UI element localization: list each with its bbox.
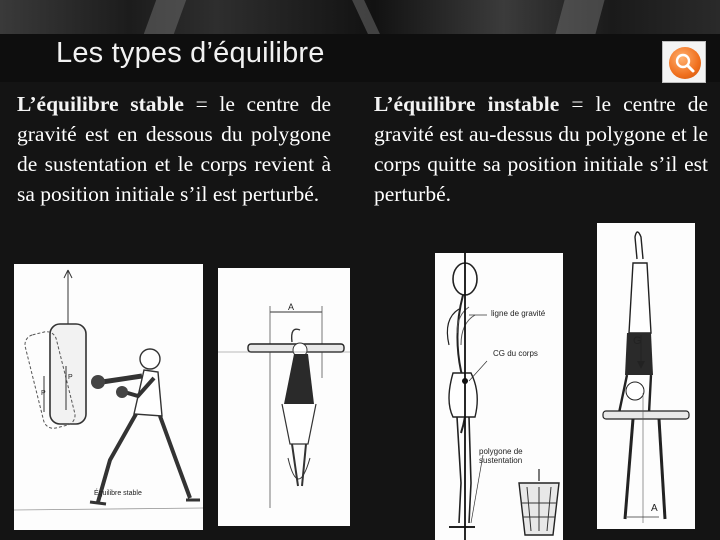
banner-decoration: [555, 0, 604, 34]
banner-decoration: [144, 0, 186, 34]
stable-definition: [17, 89, 331, 209]
magnifier-icon: [669, 47, 701, 79]
header-banner: [0, 0, 720, 34]
boxer-caption: Équilibre stable: [94, 490, 142, 497]
handstand-label-g: G: [633, 335, 642, 347]
skeleton-figure: [435, 253, 563, 540]
banner-decoration: [352, 0, 380, 34]
stable-term: L’équilibre stable: [17, 92, 184, 116]
boxer-figure: [14, 264, 203, 530]
handstand-figure: [597, 223, 695, 529]
bar-figure: [218, 268, 350, 526]
bar-hanger-illustration: [218, 268, 350, 526]
handstand-label-a: A: [651, 503, 658, 514]
polygon-label: polygone de sustentation: [479, 447, 523, 465]
boxer-label-p: P: [41, 390, 46, 397]
unstable-term: L’équilibre instable: [374, 92, 560, 116]
bar-label-a: A: [288, 302, 295, 312]
slide-title: Les types d’équilibre: [56, 37, 325, 69]
boxer-label-p: P: [68, 374, 73, 381]
gravity-line-label: ligne de gravité: [491, 309, 546, 318]
handstand-illustration: [597, 223, 695, 529]
cg-label: CG du corps: [493, 349, 538, 358]
unstable-definition: [374, 89, 708, 209]
unstable-text: = le centre de gravité est au-dessus du polygone et le corps quitte sa position initiale s’il est perturbé.: [374, 92, 708, 206]
stable-text: = le centre de gravité est en dessous du polygone de sustentation et le corps revient à sa position initiale s’il est perturbé.: [17, 92, 332, 206]
skeleton-illustration: [435, 253, 563, 540]
zoom-button[interactable]: [662, 41, 706, 83]
